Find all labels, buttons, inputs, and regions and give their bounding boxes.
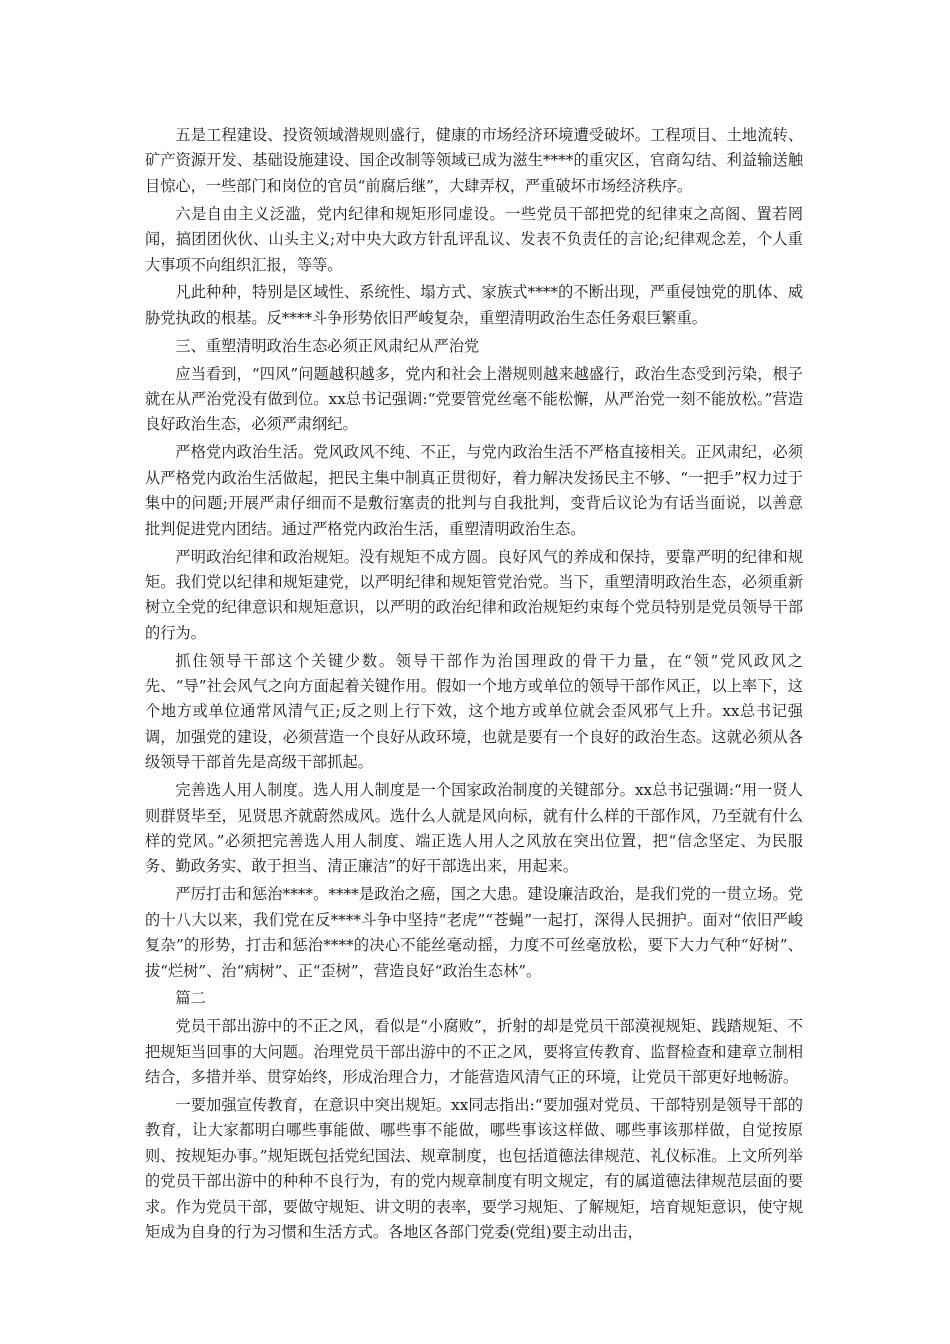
paragraph: 五是工程建设、投资领域潜规则盛行，健康的市场经济环境遭受破坏。工程项目、土地流转、矿产资源开发、基础设施建设、国企改制等领域已成为滋生****的重灾区，官商勾结、利益输送触目惊心，一些部门和岗位的官员“前腐后继”，大肆弄权，严重破坏市场经济秩序。 xyxy=(145,126,803,195)
paragraph: 凡此种种，特别是区域性、系统性、塌方式、家族式****的不断出现，严重侵蚀党的肌体、威胁党执政的根基。反****斗争形势依旧严峻复杂，重塑清明政治生态任务艰巨繁重。 xyxy=(145,283,803,327)
section-heading: 篇二 xyxy=(175,989,206,1008)
paragraph: 一要加强宣传教育，在意识中突出规矩。xx同志指出:“要加强对党员、干部特别是领导干部的教育，让大家都明白哪些事能做、哪些事不能做，哪些事该这样做、哪些事该那样做，自觉按原则、按规矩办事。”规矩既包括党纪国法、规章制度，也包括道德法律规范、礼仪标准。上文所列举的党员干部出游中的种种不良行为，有的党内规章制度有明文规定，有的属道德法律规范层面的要求。作为党员干部，要做守规矩、讲文明的表率，要学习规矩、了解规矩，培育规矩意识，使守规矩成为自身的行为习惯和生活方式。各地区各部门党委(党组)要主动出击， xyxy=(145,1096,803,1242)
paragraph: 抓住领导干部这个关键少数。领导干部作为治国理政的骨干力量，在“领”党风政风之先、“导”社会风气之向方面起着关键作用。假如一个地方或单位的领导干部作风正，以上率下，这个地方或单位通常风清气正;反之则上行下效，这个地方或单位就会歪风邪气上升。xx总书记强调，加强党的建设，必须营造一个良好从政环境，也就是要有一个良好的政治生态。这就必须从各级领导干部首先是高级干部抓起。 xyxy=(145,651,803,772)
paragraph: 严厉打击和惩治****。****是政治之癌，国之大患。建设廉洁政治，是我们党的一贯立场。党的十八大以来，我们党在反****斗争中坚持“老虎”“苍蝇”一起打，深得人民拥护。面对“依旧严峻复杂”的形势，打击和惩治****的决心不能丝毫动摇，力度不可丝毫放松，要下大力气种“好树”、拔“烂树”、治“病树”、正“歪树”，营造良好“政治生态林”。 xyxy=(145,885,803,980)
paragraph: 严明政治纪律和政治规矩。没有规矩不成方圆。良好风气的养成和保持，要靠严明的纪律和规矩。我们党以纪律和规矩建党，以严明纪律和规矩管党治党。当下，重塑清明政治生态，必须重新树立全党的纪律意识和规矩意识，以严明的政治纪律和政治规矩约束每个党员特别是党员领导干部的行为。 xyxy=(145,547,803,642)
paragraph: 严格党内政治生活。党风政风不纯、不正，与党内政治生活不严格直接相关。正风肃纪，必须从严格党内政治生活做起，把民主集中制真正贯彻好，着力解决发扬民主不够、“一把手”权力过于集中的问题;开展严肃仔细而不是敷衍塞责的批判与自我批判，变背后议论为有话当面说，以善意批判促进党内团结。通过严格党内政治生活，重塑清明政治生态。 xyxy=(145,443,803,538)
document-body xyxy=(145,123,803,1248)
paragraph: 党员干部出游中的不正之风，看似是“小腐败”，折射的却是党员干部漠视规矩、践踏规矩、不把规矩当回事的大问题。治理党员干部出游中的不正之风，要将宣传教育、监督检查和建章立制相结合，多措并举、贯穿始终，形成治理合力，才能营造风清气正的环境，让党员干部更好地畅游。 xyxy=(145,1017,803,1087)
paragraph: 应当看到，“四风”问题越积越多，党内和社会上潜规则越来越盛行，政治生态受到污染，根子就在从严治党没有做到位。xx总书记强调:“党要管党丝毫不能松懈，从严治党一刻不能放松。”营造良好政治生态，必须严肃纲纪。 xyxy=(145,364,803,434)
paragraph: 六是自由主义泛滥，党内纪律和规矩形同虚设。一些党员干部把党的纪律束之高阁、置若罔闻，搞团团伙伙、山头主义;对中央大政方针乱评乱议、发表不负责任的言论;纪律观念差，个人重大事项不向组织汇报，等等。 xyxy=(145,204,803,274)
section-heading: 三、重塑清明政治生态必须正风肃纪从严治党 xyxy=(175,336,480,355)
paragraph: 完善选人用人制度。选人用人制度是一个国家政治制度的关键部分。xx总书记强调:“用一贤人则群贤毕至，见贤思齐就蔚然成风。选什么人就是风向标，就有什么样的干部作风，乃至就有什么样的党风。”必须把完善选人用人制度、端正选人用人之风放在突出位置，把“信念坚定、为民服务、勤政务实、敢于担当、清正廉洁”的好干部选出来，用起来。 xyxy=(145,781,803,876)
